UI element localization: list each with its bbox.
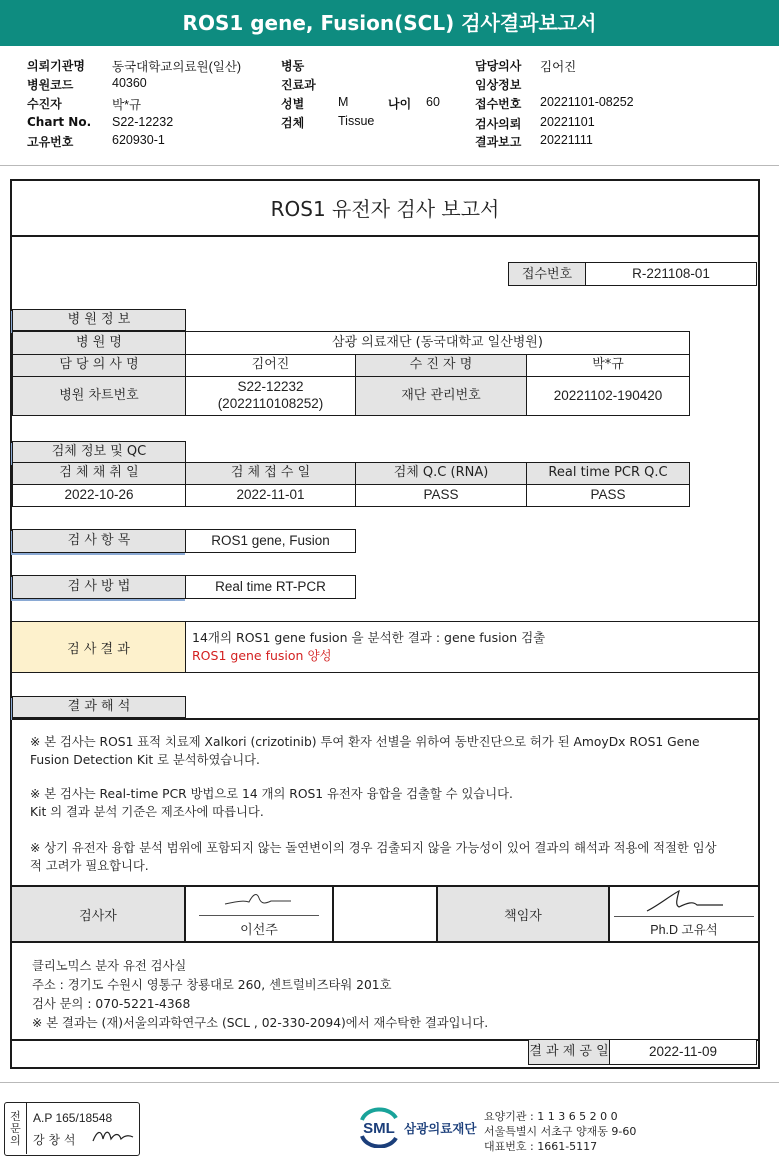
logo-name: 삼광의료재단 bbox=[404, 1121, 477, 1136]
specimen-header-collect-date: 검 체 채 취 일 bbox=[12, 462, 186, 485]
footer-divider bbox=[0, 1082, 779, 1083]
interpretation-divider bbox=[12, 718, 758, 720]
lab-note: ※ 본 결과는 (재)서울의과학연구소 (SCL , 02-330-2094)에서 재수탁한 결과입니다. bbox=[32, 1016, 489, 1030]
header-label-report-date: 결과보고 bbox=[475, 135, 522, 149]
specimen-value-rna-qc: PASS bbox=[355, 484, 527, 507]
receipt-label: 접수번호 bbox=[508, 262, 586, 286]
institution-info bbox=[484, 1109, 636, 1154]
foundation-no-value: 20221102-190420 bbox=[526, 376, 690, 416]
stamp-char-1: 전 bbox=[10, 1109, 21, 1123]
receipt-value: R-221108-01 bbox=[585, 262, 757, 286]
interp-p1-line1: ※ 본 검사는 ROS1 표적 치료제 Xalkori (crizotinib) 투여 환자 선별을 위하여 동반진단으로 허가 된 AmoyDx ROS1 Gene bbox=[30, 735, 700, 749]
report-sheet bbox=[10, 179, 760, 1069]
lab-contact: 검사 문의 : 070-5221-4368 bbox=[32, 997, 191, 1011]
lab-address: 주소 : 경기도 수원시 영통구 창룡대로 260, 센트럴비즈타워 201호 bbox=[32, 978, 392, 992]
header-label-hospital-code: 병원코드 bbox=[27, 78, 74, 92]
header-value-request-date: 20221101 bbox=[540, 115, 595, 129]
doctor-label: 담 당 의 사 명 bbox=[12, 354, 186, 377]
header-label-patient: 수진자 bbox=[27, 97, 62, 111]
header-value-hospital-code: 40360 bbox=[112, 76, 147, 90]
foundation-no-label: 재단 관리번호 bbox=[355, 376, 527, 416]
result-line-2-positive: ROS1 gene fusion 양성 bbox=[192, 648, 332, 663]
header-label-sex: 성별 bbox=[281, 97, 305, 111]
hospital-name-value: 삼광 의료재단 (동국대학교 일산병원) bbox=[185, 331, 690, 355]
hospital-section-heading: 병 원 정 보 bbox=[12, 309, 186, 331]
interp-p2-line2: Kit 의 결과 분석 기준은 제조사에 따릅니다. bbox=[30, 805, 264, 819]
header-label-request-date: 검사의뢰 bbox=[475, 117, 522, 131]
report-banner-title: ROS1 gene, Fusion(SCL) 검사결과보고서 bbox=[0, 0, 779, 46]
result-text bbox=[192, 629, 545, 665]
logo-text: SML bbox=[363, 1120, 395, 1137]
header-value-age: 60 bbox=[426, 95, 440, 109]
interp-p3-line1: ※ 상기 유전자 융합 분석 범위에 포함되지 않는 돌연변이의 경우 검출되지 않을 가능성이 있어 결과의 해석과 적용에 적절한 임상 bbox=[30, 841, 717, 855]
header-value-report-date: 20221111 bbox=[540, 133, 593, 147]
chart-no-label: 병원 차트번호 bbox=[12, 376, 186, 416]
stamp-char-3: 의 bbox=[10, 1133, 21, 1147]
specimen-header-pcr-qc: Real time PCR Q.C bbox=[526, 462, 690, 485]
specimen-section-heading: 검체 정보 및 QC bbox=[12, 441, 186, 463]
hospital-name-label: 병 원 명 bbox=[12, 331, 186, 355]
doctor-value: 김어진 bbox=[185, 354, 356, 377]
director-sign-line bbox=[614, 916, 754, 917]
result-label: 검 사 결 과 bbox=[12, 621, 186, 673]
patient-label: 수 진 자 명 bbox=[355, 354, 527, 377]
provide-date-value: 2022-11-09 bbox=[609, 1039, 757, 1065]
stamp-signature-icon bbox=[91, 1125, 135, 1147]
institution-address: 서울특별시 서초구 양재동 9-60 bbox=[484, 1125, 637, 1138]
header-label-ward: 병동 bbox=[281, 59, 305, 73]
lab-info bbox=[32, 957, 488, 1033]
director-signature-cell bbox=[610, 887, 758, 941]
chart-no-value-line2: (2022110108252) bbox=[217, 396, 324, 411]
director-name: Ph.D 고유석 bbox=[650, 923, 718, 937]
director-label: 책임자 bbox=[438, 887, 608, 941]
test-method-value: Real time RT-PCR bbox=[185, 575, 356, 599]
specimen-header-receive-date: 검 체 접 수 일 bbox=[185, 462, 356, 485]
institution-code: 요양기관 : 1 1 3 6 5 2 0 0 bbox=[484, 1110, 618, 1123]
header-label-unique-no: 고유번호 bbox=[27, 135, 74, 149]
stamp-char-2: 문 bbox=[10, 1121, 21, 1135]
examiner-sign-line bbox=[199, 915, 319, 916]
header-label-clinical-info: 임상정보 bbox=[475, 78, 522, 92]
specimen-value-pcr-qc: PASS bbox=[526, 484, 690, 507]
header-value-doctor: 김어진 bbox=[540, 60, 577, 74]
report-title: ROS1 유전자 검사 보고서 bbox=[12, 181, 758, 237]
interpretation-paragraph-3 bbox=[30, 839, 742, 875]
interpretation-label: 결 과 해 석 bbox=[12, 696, 186, 718]
header-value-institution: 동국대학교의료원(일산) bbox=[112, 60, 242, 74]
header-label-receipt-no: 접수번호 bbox=[475, 97, 522, 111]
interpretation-paragraph-2 bbox=[30, 785, 742, 821]
header-divider bbox=[0, 165, 779, 166]
header-value-receipt-no: 20221101-08252 bbox=[540, 95, 634, 109]
header-value-sex: M bbox=[338, 95, 349, 109]
chart-no-value bbox=[185, 376, 356, 416]
pathologist-stamp bbox=[4, 1102, 140, 1156]
test-item-value: ROS1 gene, Fusion bbox=[185, 529, 356, 553]
interp-p1-line2: Fusion Detection Kit 로 분석하였습니다. bbox=[30, 753, 260, 767]
interpretation-paragraph-1 bbox=[30, 733, 742, 769]
specimen-value-receive-date: 2022-11-01 bbox=[185, 484, 356, 507]
lab-name: 클리노믹스 분자 유전 검사실 bbox=[32, 959, 187, 973]
sml-logo-icon bbox=[356, 1106, 402, 1148]
header-value-unique-no: 620930-1 bbox=[112, 133, 165, 147]
header-value-patient: 박*규 bbox=[112, 98, 142, 112]
stamp-license: A.P 165/18548 bbox=[33, 1111, 113, 1125]
header-value-chart-no: S22-12232 bbox=[112, 115, 174, 129]
examiner-signature-cell bbox=[186, 887, 332, 941]
specimen-header-rna-qc: 검체 Q.C (RNA) bbox=[355, 462, 527, 485]
interp-p3-line2: 적 고려가 필요합니다. bbox=[30, 859, 149, 873]
interp-p2-line1: ※ 본 검사는 Real-time PCR 방법으로 14 개의 ROS1 유전자 융합을 검출할 수 있습니다. bbox=[30, 787, 513, 801]
examiner-name: 이선주 bbox=[240, 923, 278, 938]
specimen-value-collect-date: 2022-10-26 bbox=[12, 484, 186, 507]
patient-value: 박*규 bbox=[526, 354, 690, 377]
result-line-1: 14개의 ROS1 gene fusion 을 분석한 결과 : gene fusion 검출 bbox=[192, 630, 546, 645]
signature-row bbox=[12, 885, 758, 943]
stamp-vertical-label bbox=[5, 1103, 27, 1154]
chart-no-value-line1: S22-12232 bbox=[237, 379, 304, 395]
header-value-specimen: Tissue bbox=[338, 114, 375, 128]
examiner-label: 검사자 bbox=[12, 887, 184, 941]
header-label-doctor: 담당의사 bbox=[475, 59, 522, 73]
header-label-department: 진료과 bbox=[281, 78, 316, 92]
header-label-age: 나이 bbox=[388, 97, 412, 111]
test-item-label: 검 사 항 목 bbox=[12, 529, 186, 553]
test-method-label: 검 사 방 법 bbox=[12, 575, 186, 599]
header-label-institution: 의뢰기관명 bbox=[27, 59, 85, 73]
header-label-specimen: 검체 bbox=[281, 116, 305, 130]
blank-signature-cell bbox=[334, 887, 436, 941]
header-label-chart-no: Chart No. bbox=[27, 115, 92, 129]
stamp-name: 강 창 석 bbox=[33, 1133, 76, 1147]
examiner-signature-icon bbox=[219, 888, 299, 914]
institution-phone: 대표번호 : 1661-5117 bbox=[484, 1140, 598, 1153]
director-signature-icon bbox=[639, 887, 729, 915]
provide-date-label: 결 과 제 공 일 bbox=[528, 1039, 610, 1065]
